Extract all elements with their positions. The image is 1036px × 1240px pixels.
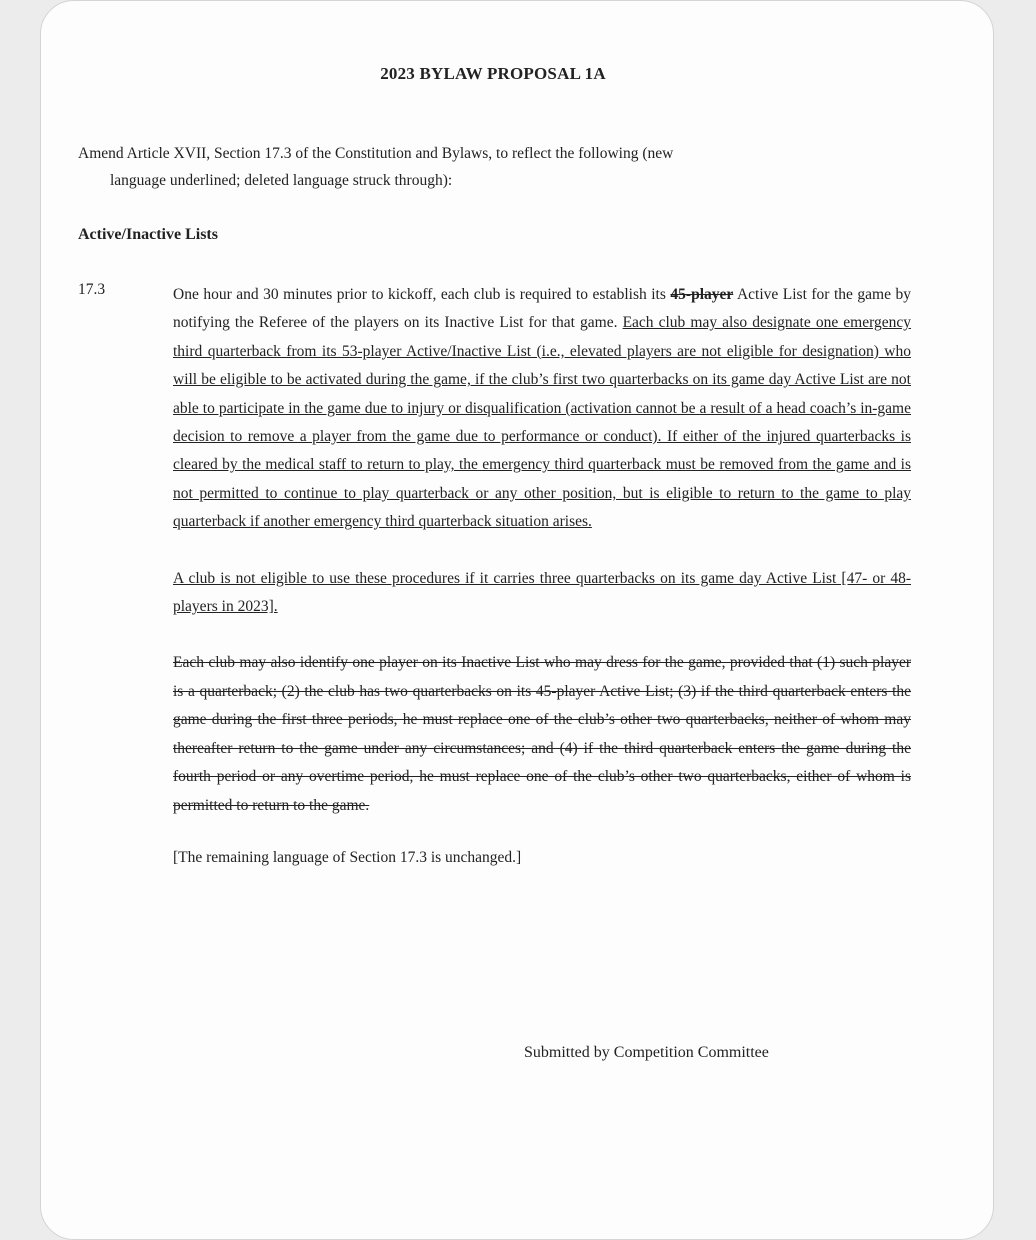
paragraph-2 <box>173 565 911 622</box>
p2-underlined-text: A club is not eligible to use these procedures if it carries three quarterbacks on its game day Active List [47- or 48-players in 2023]. <box>173 569 911 616</box>
p4-text: [The remaining language of Section 17.3 is unchanged.] <box>173 848 522 866</box>
intro-line-1: Amend Article XVII, Section 17.3 of the Constitution and Bylaws, to reflect the following (new <box>78 145 674 162</box>
intro-paragraph <box>78 140 910 194</box>
p1-text-b: Active List for the game by notifying the Referee of the players on its Inactive List for that game. <box>173 286 912 332</box>
paragraph-4 <box>173 844 911 872</box>
p1-text-a: One hour and 30 minutes prior to kickoff, each club is required to establish its <box>173 286 671 303</box>
paragraph-1 <box>173 281 911 537</box>
intro-line-2: language underlined; deleted language struck through): <box>110 172 453 189</box>
p1-struck-text: 45-player <box>670 286 734 303</box>
section-number: 17.3 <box>78 281 106 298</box>
p3-struck-text: Each club may also identify one player on its Inactive List who may dress for the game, provided that (1) such player is a quarterback; (2) the club has two quarterbacks on its 45-player Active List; (3) if the third quarterback enters the game during the first three periods, he must replace one of the club’s other two quarterbacks, neither of whom may thereafter return to the game under any circumstances; and (4) if the third quarterback enters the game during the fourth period or any overtime period, he must replace one of the club’s other two quarterbacks, either of whom is permitted to return to the game. <box>173 654 911 814</box>
paragraph-3 <box>173 649 911 819</box>
document-title: 2023 BYLAW PROPOSAL 1A <box>380 64 606 83</box>
signature-line: Submitted by Competition Committee <box>524 1044 769 1061</box>
section-heading: Active/Inactive Lists <box>78 226 218 243</box>
section-body <box>173 281 911 872</box>
p1-underlined-text: Each club may also designate one emergency third quarterback from its 53-player Active/Inactive List (i.e., elevated players are not eligible for designation) who will be eligible to be activated during the game, if the club’s first two quarterbacks on its game day Active List are not able to participate in the game due to injury or disqualification (activation cannot be a result of a head coach’s in-game decision to remove a player from the game due to performance or conduct). If either of the injured quarterbacks is cleared by the medical staff to return to play, the emergency third quarterback must be removed from the game and is not permitted to continue to play quarterback or any other position, but is eligible to return to the game to play quarterback if another emergency third quarterback situation arises. <box>173 314 911 531</box>
